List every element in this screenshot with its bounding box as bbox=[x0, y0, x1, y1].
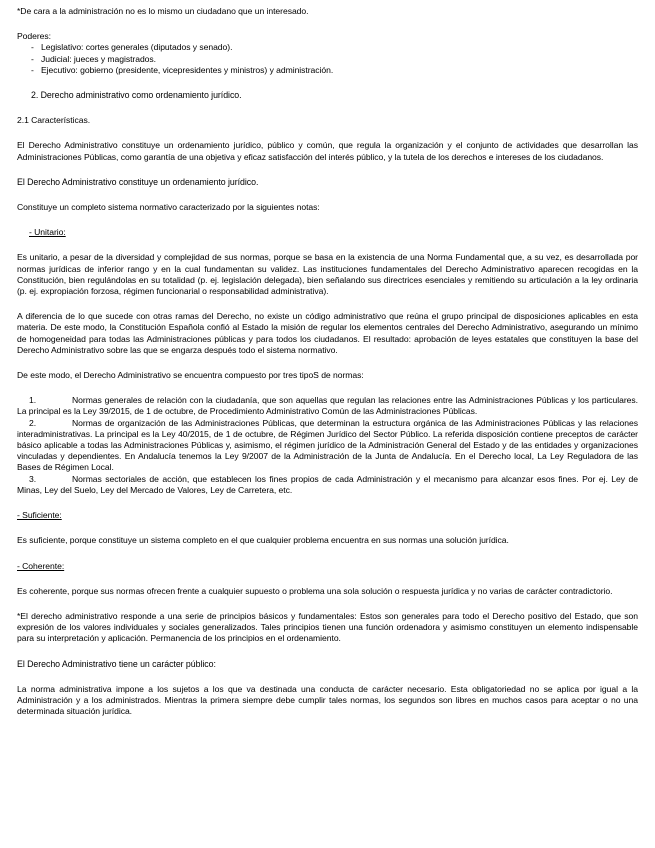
paragraph-principios: *El derecho administrativo responde a una serie de principios básicos y fundamentales: Estos son generales para todo el Derecho positivo del Estado, que son expresión de los valores individuales y sociales generalizados. Tales principios tienen una función ordenadora y asimismo constituyen un elemento indispensable para su interpretación y aplicación. Permanencia de los principios en el ordenamiento. bbox=[17, 610, 638, 644]
normas-list bbox=[17, 395, 638, 496]
poderes-title: Poderes: bbox=[17, 31, 51, 42]
list-number: 2. bbox=[29, 417, 37, 428]
paragraph-norma: La norma administrativa impone a los sujetos a los que va destinada una conducta de carácter necesario. Esta obligatoriedad no se aplica por igual a la Administración y a los administrados. Mientras la primera siempre debe cumplir tales normas, los segundos son libres en muchos casos para aceptar o no una determinada situación jurídica. bbox=[17, 683, 638, 717]
paragraph-publico: El Derecho Administrativo tiene un carácter público: bbox=[17, 658, 216, 669]
list-text: Normas generales de relación con la ciudadanía, que son aquellas que regulan las relaciones entre las Administraciones Públicas y los particulares. La principal es la Ley 39/2015, de 1 de octubre, de Procedimiento Administrativo Común de las Administraciones Públicas. bbox=[17, 395, 638, 417]
paragraph-unitario: Es unitario, a pesar de la diversidad y complejidad de sus normas, porque se basa en la existencia de una Norma Fundamental que, a su vez, es desarrollada por normas jurídicas de inferior rango y en la cual fundamentan su validez. Las instituciones fundamentales del Derecho Administrativo aparecen recogidas en la Constitución, bien regulándolas en su totalidad (p. ej. legislación delegada), bien señalando sus directrices esenciales y remitiendo su articulación a la ley ordinaria (p. ej. expropiación forzosa, régimen funcionarial o responsabilidad administrativa). bbox=[17, 252, 638, 297]
list-item: - Judicial: jueces y magistrados. bbox=[31, 54, 638, 65]
paragraph-diferencia: A diferencia de lo que sucede con otras ramas del Derecho, no existe un código administrativo que reúna el grupo principal de disposiciones aplicables en esta materia. De este modo, la Constitución Española confió al Estado la misión de regular los elementos centrales del Derecho Administrativo, asegurando un mínimo de homogeneidad para todas las Administraciones públicas y para todos los ciudadanos. El resultado: aprobación de leyes estatales que constituyen la base del Derecho Administrativo sobre las que se engarza después todo el sistema normativo. bbox=[17, 311, 638, 355]
poderes-list bbox=[17, 42, 638, 76]
paragraph-suficiente: Es suficiente, porque constituye un sistema completo en el que cualquier problema encuentra en sus normas una solución jurídica. bbox=[17, 535, 509, 546]
heading-unitario-wrap bbox=[17, 227, 638, 238]
section-heading-2: 2. Derecho administrativo como ordenamiento jurídico. bbox=[31, 90, 242, 101]
list-item bbox=[17, 474, 638, 496]
heading-suficiente: - Suficiente: bbox=[17, 510, 62, 521]
heading-suficiente-wrap bbox=[17, 510, 638, 521]
list-number: 1. bbox=[29, 395, 37, 406]
list-item: - Legislativo: cortes generales (diputados y senado). bbox=[31, 42, 638, 53]
list-text: Normas de organización de las Administraciones Públicas, que determinan la estructura orgánica de las Administraciones Públicas y las relaciones interadministrativas. La principal es la Ley 40/2015, de 1 de octubre, de Régimen Jurídico del Sector Público. La referida disposición contiene preceptos de carácter básico aplicable a todas las Administraciones Públicas y, asimismo, el régimen jurídico de la Administración General del Estado y de las entidades y organizaciones vinculadas y dependientes. En Andalucía tenemos la Ley 9/2007 de la Administración de la Junta de Andalucía. En el Derecho local, La Ley Reguladora de las Bases de Régimen Local. bbox=[17, 417, 638, 473]
list-item bbox=[17, 418, 638, 474]
paragraph-definition: El Derecho Administrativo constituye un ordenamiento jurídico, público y común, que regula la organización y el conjunto de actividades que desarrollan las Administraciones Públicas, como garantía de una objetiva y eficaz satisfacción del interés público, y la tutela de los derechos e intereses de los ciudadanos. bbox=[17, 140, 638, 162]
list-item: - Ejecutivo: gobierno (presidente, vicepresidentes y ministros) y administración. bbox=[31, 65, 638, 76]
paragraph-ordenamiento: El Derecho Administrativo constituye un ordenamiento jurídico. bbox=[17, 176, 259, 187]
list-text: Normas sectoriales de acción, que establecen los fines propios de cada Administración y el mecanismo para alcanzar esos fines. Por ej. Ley de Minas, Ley del Suelo, Ley del Mercado de Valores, Ley de Carretera, etc. bbox=[17, 473, 638, 495]
heading-coherente: - Coherente: bbox=[17, 560, 65, 571]
heading-unitario: - Unitario: bbox=[29, 227, 66, 238]
list-item bbox=[17, 395, 638, 417]
paragraph-coherente: Es coherente, porque sus normas ofrecen frente a cualquier supuesto o problema una sola solución o respuesta jurídica y no varias de carácter contradictorio. bbox=[17, 585, 613, 596]
list-number: 3. bbox=[29, 473, 37, 484]
section-heading-2-1: 2.1 Características. bbox=[17, 115, 91, 126]
paragraph-sistema: Constituye un completo sistema normativo caracterizado por la siguientes notas: bbox=[17, 202, 320, 213]
paragraph-compuesto: De este modo, el Derecho Administrativo se encuentra compuesto por tres tipoS de normas: bbox=[17, 370, 364, 381]
intro-note: *De cara a la administración no es lo mismo un ciudadano que un interesado. bbox=[17, 6, 309, 16]
heading-coherente-wrap bbox=[17, 561, 638, 572]
